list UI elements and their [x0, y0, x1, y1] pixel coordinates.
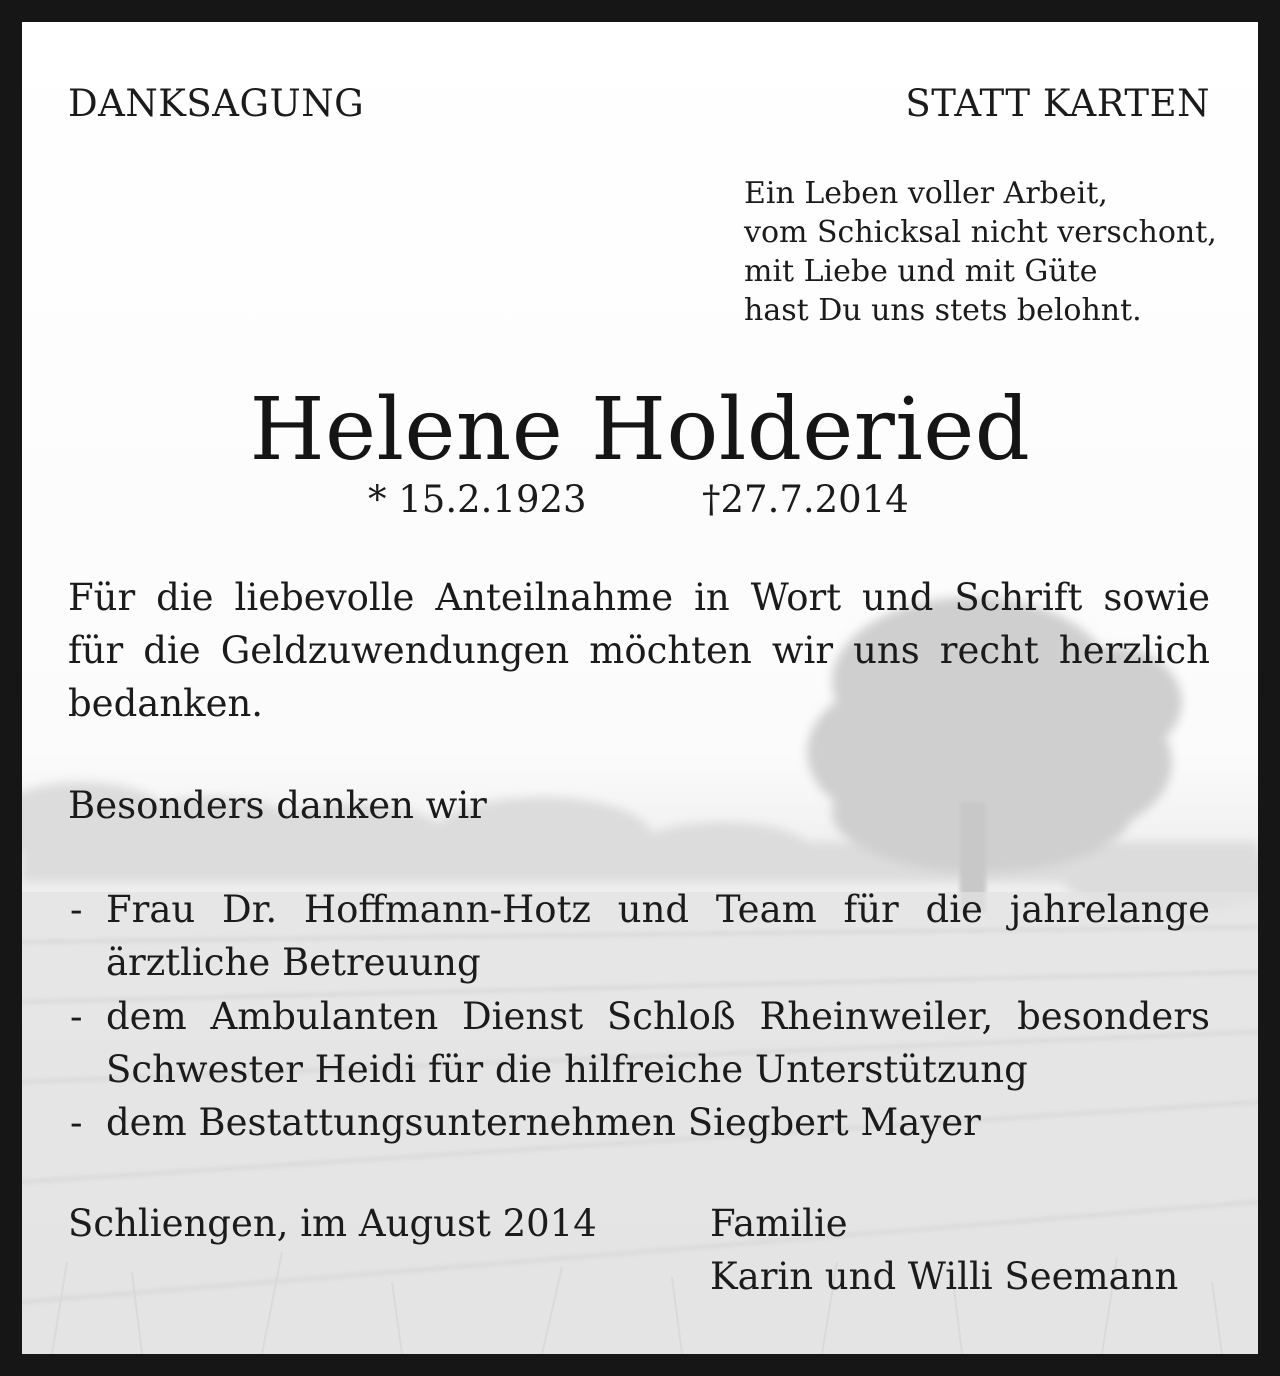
- list-item-line: dem Ambulanten Dienst Schloß Rheinweiler, besonders: [106, 995, 1210, 1038]
- poem-line: Ein Leben voller Arbeit,: [744, 176, 1108, 211]
- list-dash: -: [70, 995, 83, 1038]
- family-label: Familie: [710, 1202, 848, 1245]
- heading-instead-of-cards: STATT KARTEN: [905, 82, 1210, 125]
- poem-line: mit Liebe und mit Güte: [744, 254, 1098, 289]
- deceased-name: Helene Holderied: [249, 380, 1031, 480]
- list-dash: -: [70, 1101, 83, 1144]
- thanks-line: Für die liebevolle Anteilnahme in Wort und Schrift sowie: [68, 576, 1210, 619]
- poem: [744, 174, 1217, 330]
- poem-line: vom Schicksal nicht verschont,: [744, 215, 1217, 250]
- poem-line: hast Du uns stets belohnt.: [744, 293, 1142, 328]
- death-date: †27.7.2014: [702, 478, 909, 521]
- special-thanks-intro: Besonders danken wir: [68, 784, 487, 827]
- place-and-date: Schliengen, im August 2014: [68, 1202, 597, 1245]
- thanks-line: bedanken.: [68, 682, 264, 725]
- list-item-line: ärztliche Betreuung: [106, 941, 481, 984]
- thanks-line: für die Geldzuwendungen möchten wir uns recht herzlich: [68, 629, 1210, 672]
- family-names: Karin und Willi Seemann: [710, 1255, 1179, 1298]
- heading-thanks: DANKSAGUNG: [68, 82, 365, 125]
- list-dash: -: [70, 888, 83, 931]
- list-item-line: Schwester Heidi für die hilfreiche Unterstützung: [106, 1048, 1028, 1091]
- list-item-line: Frau Dr. Hoffmann-Hotz und Team für die jahrelange: [106, 888, 1210, 931]
- list-item-line: dem Bestattungsunternehmen Siegbert Mayer: [106, 1101, 981, 1144]
- birth-date: * 15.2.1923: [368, 478, 587, 521]
